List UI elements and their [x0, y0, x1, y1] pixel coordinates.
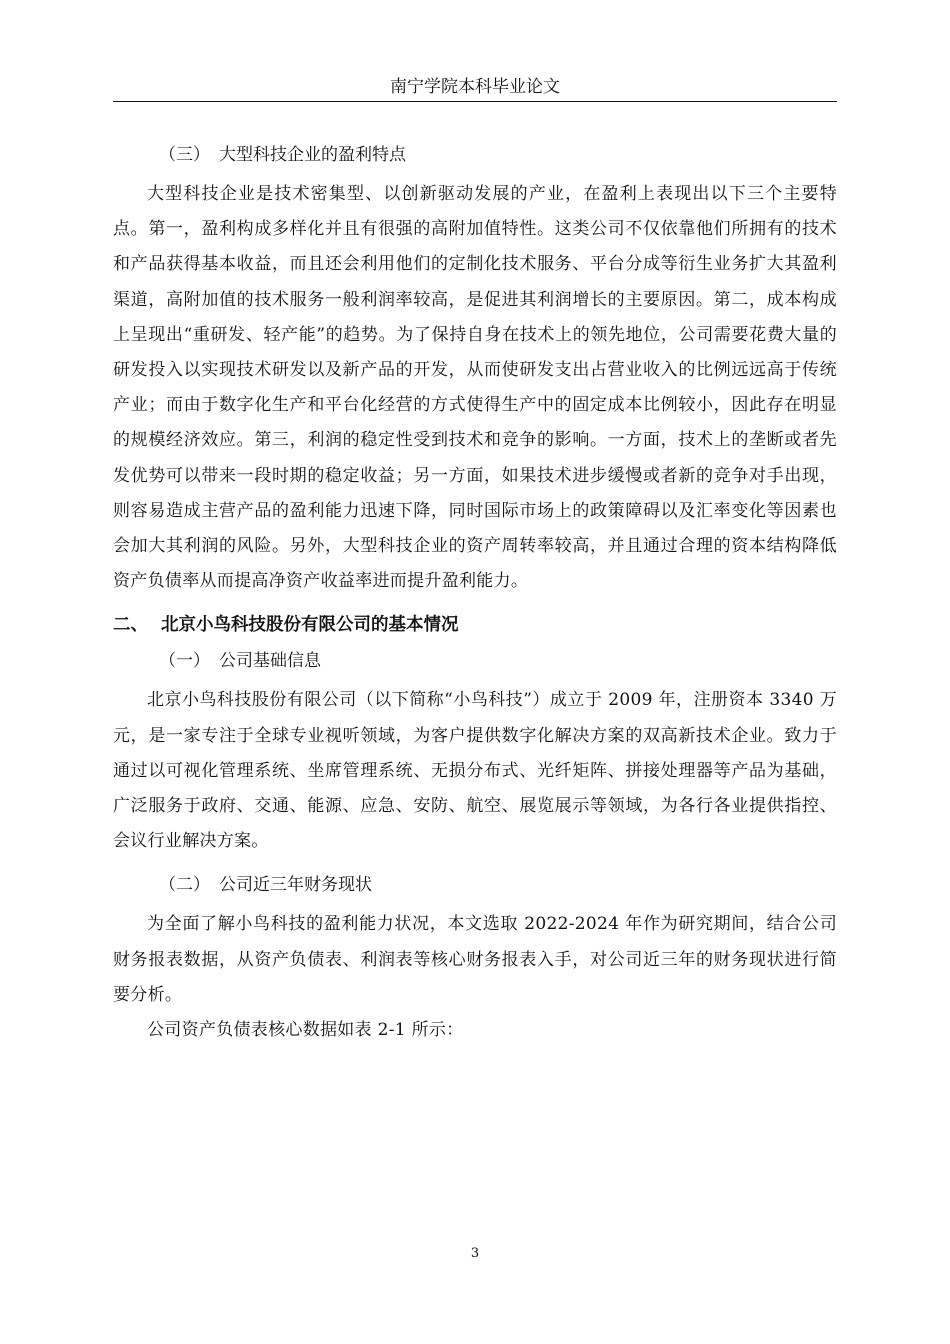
running-header: 南宁学院本科毕业论文: [390, 77, 560, 97]
page-number: 3: [470, 1246, 480, 1261]
section-heading-3: [113, 137, 837, 173]
chapter-heading-2: [113, 607, 837, 643]
page-body: [113, 137, 837, 1048]
chapter-number: 二、: [113, 615, 148, 636]
section-title: 公司基础信息: [219, 651, 321, 672]
paragraph-company-info: 北京小鸟科技股份有限公司（以下简称“小鸟科技”）成立于 2009 年，注册资本 3340 万元，是一家专注于全球专业视听领域，为客户提供数字化解决方案的双高新技术企业。致力于通过以可视化管理系统、坐席管理系统、无损分布式、光纤矩阵、拼接处理器等产品为基础，广泛服务于政府、交通、能源、应急、安防、航空、展览展示等领域，为各行各业提供指控、会议行业解决方案。: [113, 690, 837, 852]
section-number: （三）: [159, 145, 210, 165]
section-title: 大型科技企业的盈利特点: [219, 145, 406, 165]
paragraph-table-reference: 公司资产负债表核心数据如表 2-1 所示：: [147, 1020, 464, 1041]
section-number: （一）: [159, 651, 210, 672]
paragraph-profit-characteristics: 大型科技企业是技术密集型、以创新驱动发展的产业，在盈利上表现出以下三个主要特点。第一，盈利构成多样化并且有很强的高附加值特性。这类公司不仅依靠他们所拥有的技术和产品获得基本收益，而且还会利用他们的定制化技术服务、平台分成等衍生业务扩大其盈利渠道，高附加值的技术服务一般利润率较高，是促进其利润增长的主要原因。第二，成本构成上呈现出“重研发、轻产能”的趋势。为了保持自身在技术上的领先地位，公司需要花费大量的研发投入以实现技术研发以及新产品的开发，从而使研发支出占营业收入的比例远远高于传统产业；而由于数字化生产和平台化经营的方式使得生产中的固定成本比例较小，因此存在明显的规模经济效应。第三，利润的稳定性受到技术和竞争的影响。一方面，技术上的垄断或者先发优势可以带来一段时期的稳定收益；另一方面，如果技术进步缓慢或者新的竞争对手出现，则容易造成主营产品的盈利能力迅速下降，同时国际市场上的政策障碍以及汇率变化等因素也会加大其利润的风险。另外，大型科技企业的资产周转率较高，并且通过合理的资本结构降低资产负债率从而提高净资产收益率进而提升盈利能力。: [113, 184, 837, 592]
paragraph-financial-status: 为全面了解小鸟科技的盈利能力状况，本文选取 2022-2024 年作为研究期间，结合公司财务报表数据，从资产负债表、利润表等核心财务报表入手，对公司近三年的财务现状进行简要分析。: [113, 914, 837, 1005]
section-heading-2-2: [113, 867, 837, 903]
section-title: 公司近三年财务现状: [219, 875, 372, 896]
header-rule: [113, 101, 837, 102]
section-number: （二）: [159, 875, 210, 896]
chapter-title: 北京小鸟科技股份有限公司的基本情况: [161, 615, 459, 636]
section-heading-2-1: [113, 643, 837, 679]
